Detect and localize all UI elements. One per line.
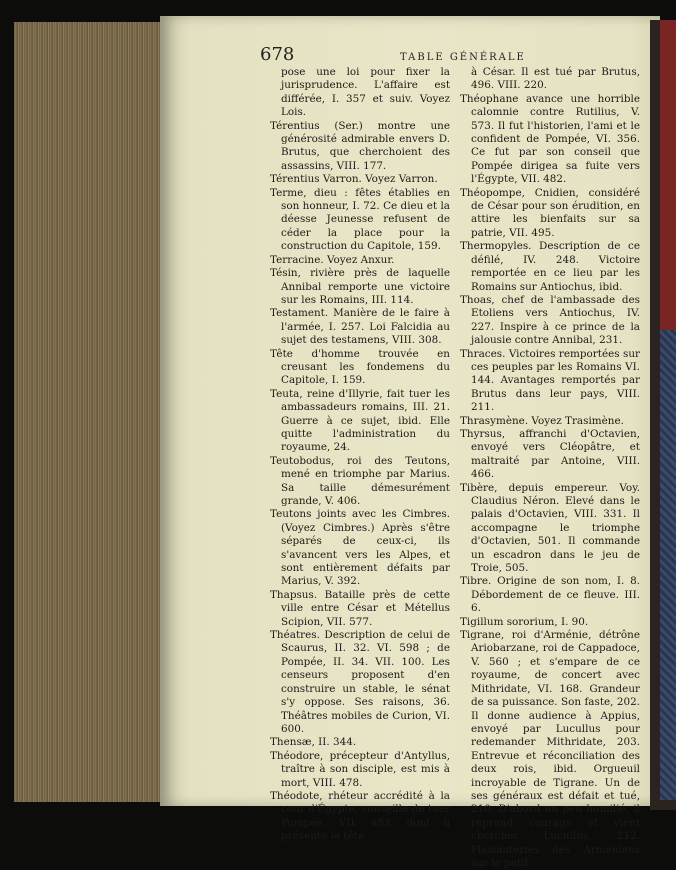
index-entry: Thermopyles. Description de ce défilé, IV. 248. Victoire remportée en ce lieu par les Romains sur Antiochus, ibid. (460, 240, 640, 293)
index-entry: Testament. Manière de le faire à l'armée, I. 257. Loi Falcidia au sujet des testamens, VIII. 308. (270, 307, 450, 347)
index-entry: Théopompe, Cnidien, considéré de César pour son érudition, en attire les bienfaits sur sa patrie, VII. 495. (460, 186, 640, 239)
index-entry: Thoas, chef de l'ambassade des Etoliens vers Antiochus, IV. 227. Inspire à ce prince de la jalousie contre Annibal, 231. (460, 293, 640, 347)
index-entry: Terme, dieu : fêtes établies en son honneur, I. 72. Ce dieu et la déesse Jeunesse refusent de céder la place pour la construction du Capitole, 159. (270, 186, 450, 253)
book-fore-edge (14, 22, 166, 802)
index-entry: Tête d'homme trouvée en creusant les fondemens du Capitole, I. 159. (270, 347, 450, 387)
index-entry: Teuta, reine d'Illyrie, fait tuer les ambassadeurs romains, III. 21. Guerre à ce sujet, ibid. Elle quitte l'administration du royaume, 24. (270, 387, 450, 454)
index-entry: Teutons joints avec les Cimbres. (Voyez Cimbres.) Après s'être séparés de ceux-ci, ils s'avancent vers les Alpes, et sont entièrement défaits par Marius, V. 392. (270, 508, 450, 588)
index-column-right (460, 66, 640, 870)
index-column-left (270, 66, 450, 844)
index-entry: Térentius Varron. Voyez Varron. (270, 173, 438, 186)
index-entry: Thrasymène. Voyez Trasimène. (460, 414, 624, 427)
index-entry: Thyrsus, affranchi d'Octavien, envoyé vers Cléopâtre, et maltraité par Antoine, VIII. 466. (460, 427, 640, 481)
index-entry: Thensæ, II. 344. (270, 736, 357, 749)
running-title: TABLE GÉNÉRALE (400, 52, 526, 63)
index-entry: Tigillum sororium, I. 90. (460, 615, 589, 628)
index-entry: Tésin, rivière près de laquelle Annibal remporte une victoire sur les Romains, III. 114. (270, 267, 450, 306)
index-entry: Théatres. Description de celui de Scaurus, II. 32. VI. 598 ; de Pompée, II. 34. VII. 100. Les censeurs proposent d'en construire un stable, le sénat s'y oppose. Ses raisons, 36. Théâtres mobiles de Curion, VI. 600. (270, 629, 450, 735)
index-entry: Théophane avance une horrible calomnie contre Rutilius, V. 573. Il fut l'historien, l'ami et le confident de Pompée, VI. 356. Ce fut par son conseil que Pompée dirigea sa fuite vers l'Égypte, VII. 482. (460, 92, 640, 186)
index-entry: Térentius (Ser.) montre une générosité admirable envers D. Brutus, que cherchoient des assassins, VIII. 177. (270, 119, 450, 172)
index-entry: Tibre. Origine de son nom, I. 8. Débordement de ce fleuve. III. 6. (460, 575, 640, 615)
index-entry: Tigrane, roi d'Arménie, détrône Ariobarzane, roi de Cappadoce, V. 560 ; et s'empare de ce royaume, de concert avec Mithridate, VI. 168. Grandeur de sa puissance. Son faste, 202. Il donne audience à Appius, envoyé par Lucullus pour redemander Mithridate, 203. Entrevue et réconciliation des deux rois, ibid. Orgueuil incroyable de Tigrane. Un de ses généraux est défait et tué, 210. D'abord un peu humilié, il reprend courage et vient chercher Lucullus, 212. Plaisanteries des Arméniens sur le petit (460, 629, 640, 869)
index-entry: Thapsus. Bataille près de cette ville entre César et Métellus Scipion, VII. 577. (270, 588, 450, 628)
page-number: 678 (260, 44, 295, 65)
index-entry: Théodore, précepteur d'Antyllus, traître à son disciple, est mis à mort, VIII. 478. (270, 749, 450, 789)
bookmark-ribbon (660, 20, 676, 350)
index-entry: Terracine. Voyez Anxur. (270, 253, 395, 266)
index-entry: Teutobodus, roi des Teutons, mené en triomphe par Marius. Sa taille démesurément grande, V. 406. (270, 454, 450, 507)
index-entry: Théodote, rhéteur accrédité à la cour d'Égypte, conseille de tuer Pompée, VII. 483, dont il présente la tête (270, 789, 450, 843)
index-entry: à César. Il est tué par Brutus, 496. VIII. 220. (471, 66, 640, 92)
marbled-endpaper (660, 330, 676, 800)
index-entry: Tibère, depuis empereur. Voy. Claudius Néron. Elevé dans le palais d'Octavien, VIII. 331. Il accompagne le triomphe d'Octavien, 501. Il commande un escadron dans le jeu de Troie, 505. (460, 481, 640, 575)
index-entry: Thraces. Victoires remportées sur ces peuples par les Romains VI. 144. Avantages remportés par Brutus dans leur pays, VIII. 211. (460, 347, 640, 414)
index-entry: pose une loi pour fixer la jurisprudence. L'affaire est différée, I. 357 et suiv. Voyez Lois. (281, 66, 450, 119)
